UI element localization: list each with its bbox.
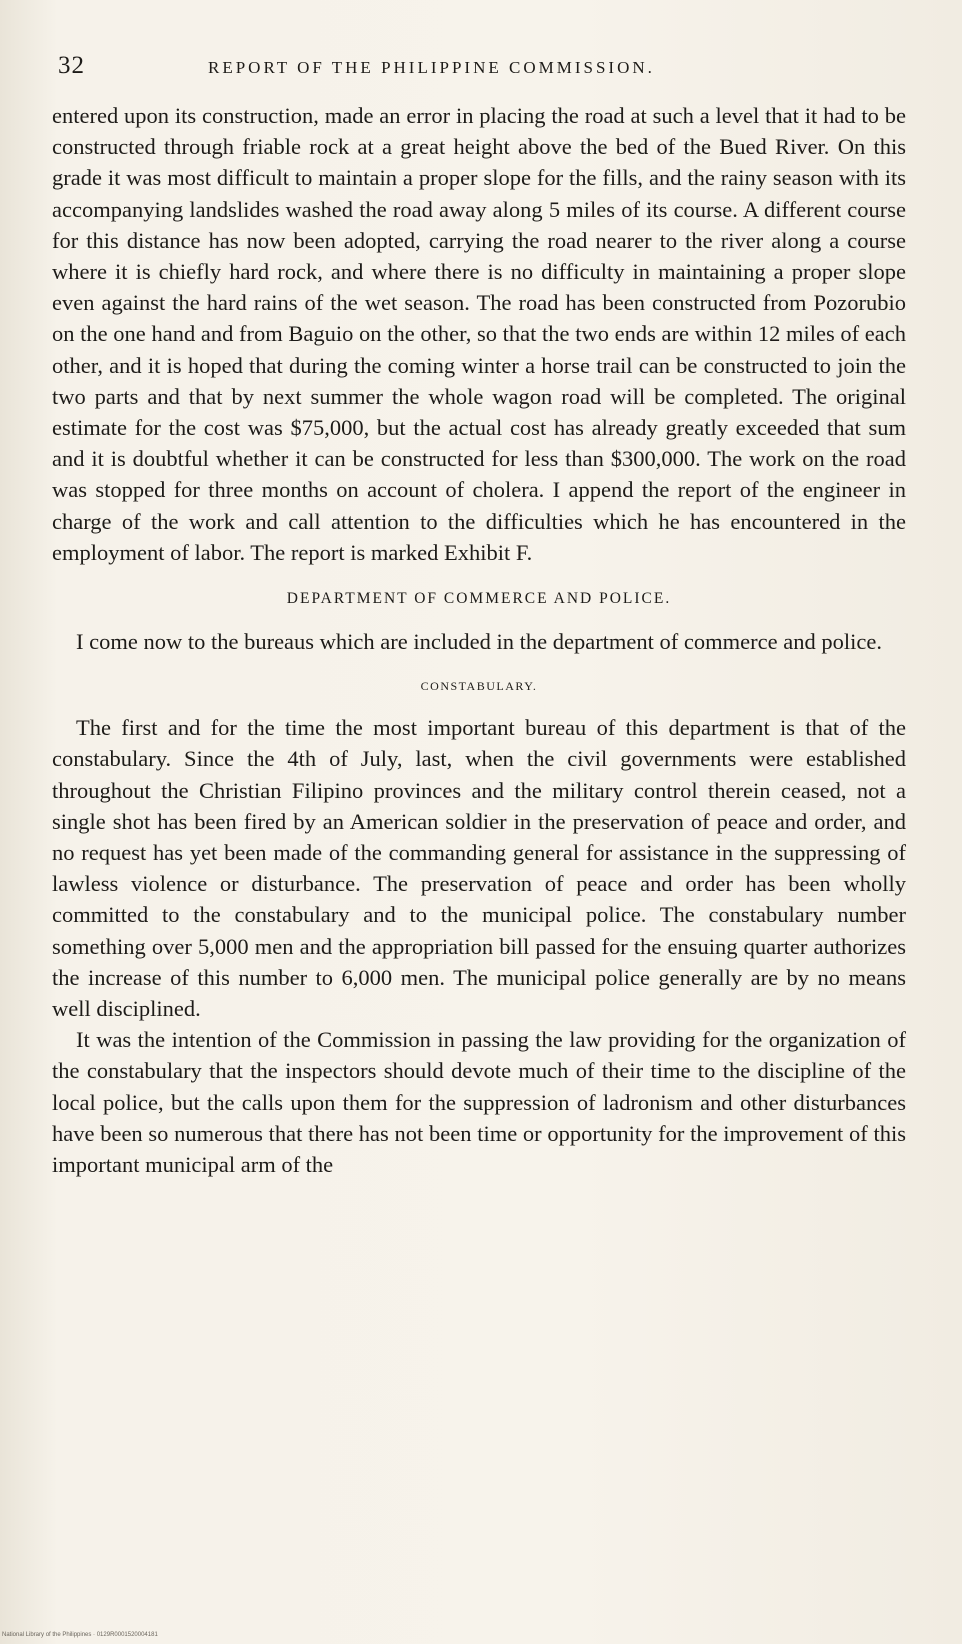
archive-footer-note: National Library of the Philippines · 0129R0001520004181 xyxy=(2,1632,158,1638)
paragraph-bureaus-intro: I come now to the bureaus which are included in the department of commerce and police. xyxy=(76,629,882,655)
subsection-title: CONSTABULARY. xyxy=(420,679,538,694)
paragraph-constabulary: The first and for the time the most important bureau of this department is that of the constabulary. Since the 4th of July, last, when the civil governments were established throughout the Christian Filipino provinces and the military control therein ceased, not a single shot has been fired by an American soldier in the preservation of peace and order, and no request has yet been made of the commanding general for assistance in the suppressing of lawless violence or disturbance. The preservation of peace and order has been wholly committed to the constabulary and to the municipal police. The constabulary number something over 5,000 men and the appropriation bill passed for the ensuing quarter authorizes the increase of this number to 6,000 men. The municipal police generally are by no means well disciplined. xyxy=(52,715,906,1022)
paragraph-commission-intention: It was the intention of the Commission in passing the law providing for the organization of the constabulary that the inspectors should devote much of their time to the discipline of the local police, but the calls upon them for the suppression of ladronism and other disturbances have been so numerous that there has not been time or opportunity for the improvement of this important municipal arm of the xyxy=(52,1027,906,1178)
paragraph-road-construction: entered upon its construction, made an error in placing the road at such a level that it had to be constructed through friable rock at a great height above the bed of the Bued River. On this grade it was most difficult to maintain a proper slope for the fills, and the rainy season with its accompanying landslides washed the road away along 5 miles of its course. A different course for this distance has now been adopted, carrying the road nearer to the river along a course where it is chiefly hard rock, and where there is no difficulty in maintaining a proper slope even against the hard rains of the wet season. The road has been constructed from Pozorubio on the one hand and from Baguio on the other, so that the two ends are within 12 miles of each other, and it is hoped that during the coming winter a horse trail can be constructed to join the two parts and that by next summer the whole wagon road will be completed. The original estimate for the cost was $75,000, but the actual cost has already greatly exceeded that sum and it is doubtful whether it can be constructed for less than $300,000. The work on the road was stopped for three months on account of cholera. I append the report of the engineer in charge of the work and call attention to the difficulties which he has encountered in the employment of labor. The report is marked Exhibit F. xyxy=(52,103,906,565)
running-head: REPORT OF THE PHILIPPINE COMMISSION. xyxy=(208,58,655,77)
page-body xyxy=(52,100,906,1180)
section-title: DEPARTMENT OF COMMERCE AND POLICE. xyxy=(286,590,672,608)
page-number: 32 xyxy=(58,52,85,79)
page-header xyxy=(58,52,902,88)
